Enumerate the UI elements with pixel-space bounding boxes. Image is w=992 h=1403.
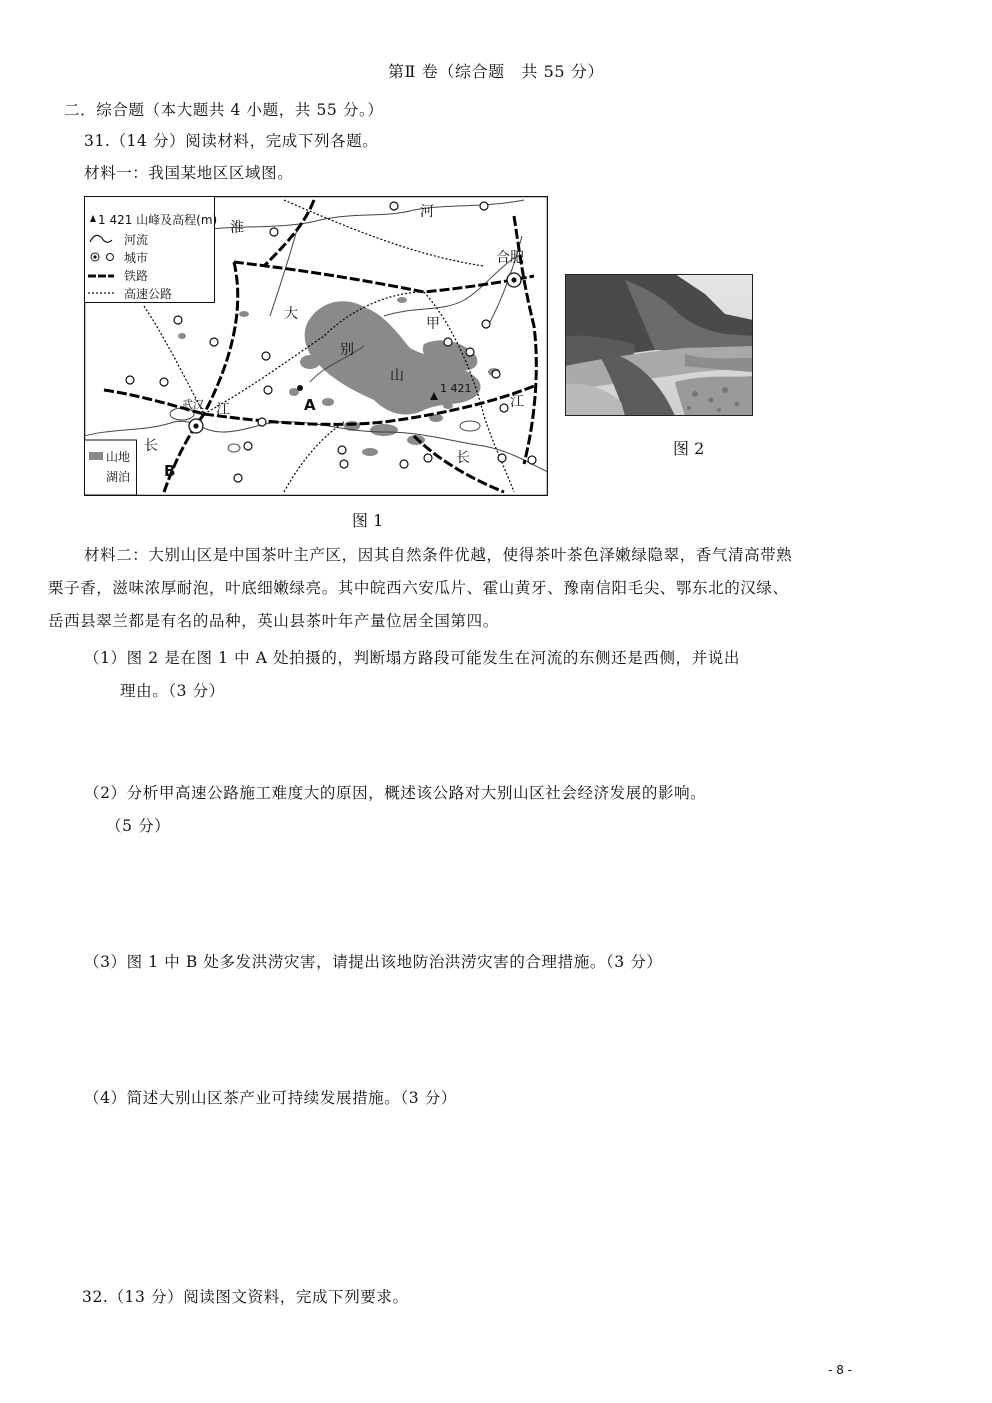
sub-question-2-cont: （5 分） — [106, 817, 171, 835]
label-point-b: B — [164, 462, 176, 480]
material-1-label: 材料一：我国某地区区域图。 — [84, 164, 294, 182]
figure-1-map — [84, 196, 548, 496]
sub-question-4: （4）简述大别山区茶产业可持续发展措施。（3 分） — [84, 1089, 457, 1107]
label-huai: 淮 — [230, 220, 244, 236]
legend-railway: 铁路 — [124, 269, 149, 283]
figure-1-caption: 图 1 — [352, 511, 384, 530]
label-wuhan: 武汉 — [182, 398, 204, 411]
sub-question-2: （2）分析甲高速公路施工难度大的原因，概述该公路对大别山区社会经济发展的影响。 — [84, 784, 707, 802]
legend-expressway: 高速公路 — [124, 287, 173, 301]
page-number: - 8 - — [828, 1363, 852, 1377]
label-jiang-west: 江 — [216, 402, 230, 418]
figure-2-photo — [565, 274, 753, 416]
sub-question-1-cont: 理由。（3 分） — [120, 682, 225, 700]
label-point-a: A — [304, 396, 316, 414]
material-2-line: 栗子香，滋味浓厚耐泡，叶底细嫩绿亮。其中皖西六安瓜片、霍山黄牙、豫南信阳毛尖、鄂东北的汉绿、 — [48, 579, 789, 597]
sub-question-1: （1）图 2 是在图 1 中 A 处拍摄的，判断塌方路段可能发生在河流的东侧还是西侧，并说出 — [84, 649, 740, 667]
legend-mountain: 山地 — [106, 450, 131, 464]
part-heading: 二．综合题（本大题共 4 小题，共 55 分。） — [64, 101, 384, 119]
material-2-line: 岳西县翠兰都是有名的品种，英山县茶叶年产量位居全国第四。 — [48, 612, 499, 630]
label-da: 大 — [284, 306, 298, 322]
map-legend-terrain — [85, 440, 137, 495]
sub-question-3: （3）图 1 中 B 处多发洪涝灾害，请提出该地防治洪涝灾害的合理措施。（3 分） — [84, 953, 663, 971]
question-32-stem: 32.（13 分）阅读图文资料，完成下列要求。 — [82, 1288, 409, 1306]
legend-peak: 1 421 山峰及高程(m) — [98, 213, 218, 227]
point-a-dot — [297, 385, 303, 391]
figure-2-caption: 图 2 — [673, 439, 705, 458]
question-31-stem: 31.（14 分）阅读材料，完成下列各题。 — [84, 132, 379, 150]
label-jiang-east: 江 — [510, 394, 524, 410]
label-chang-west: 长 — [144, 438, 158, 454]
material-2-line: 材料二：大别山区是中国茶叶主产区，因其自然条件优越，使得茶叶茶色泽嫩绿隐翠，香气清高带熟 — [84, 546, 793, 564]
label-chang-east: 长 — [456, 450, 470, 466]
section-title: 第Ⅱ 卷（综合题 共 55 分） — [387, 62, 605, 81]
legend-river: 河流 — [124, 233, 149, 247]
legend-lake: 湖泊 — [106, 470, 131, 484]
label-jia: 甲 — [426, 316, 440, 332]
legend-mountain-swatch — [89, 452, 103, 460]
label-peak-elevation: 1 421 — [440, 382, 472, 395]
label-he: 河 — [420, 204, 434, 220]
map-legend — [85, 197, 218, 303]
legend-city-icon — [107, 254, 114, 261]
legend-city: 城市 — [124, 251, 149, 265]
label-bie: 别 — [340, 342, 354, 358]
label-shan: 山 — [390, 368, 404, 384]
label-hefei: 合肥 — [496, 250, 524, 266]
